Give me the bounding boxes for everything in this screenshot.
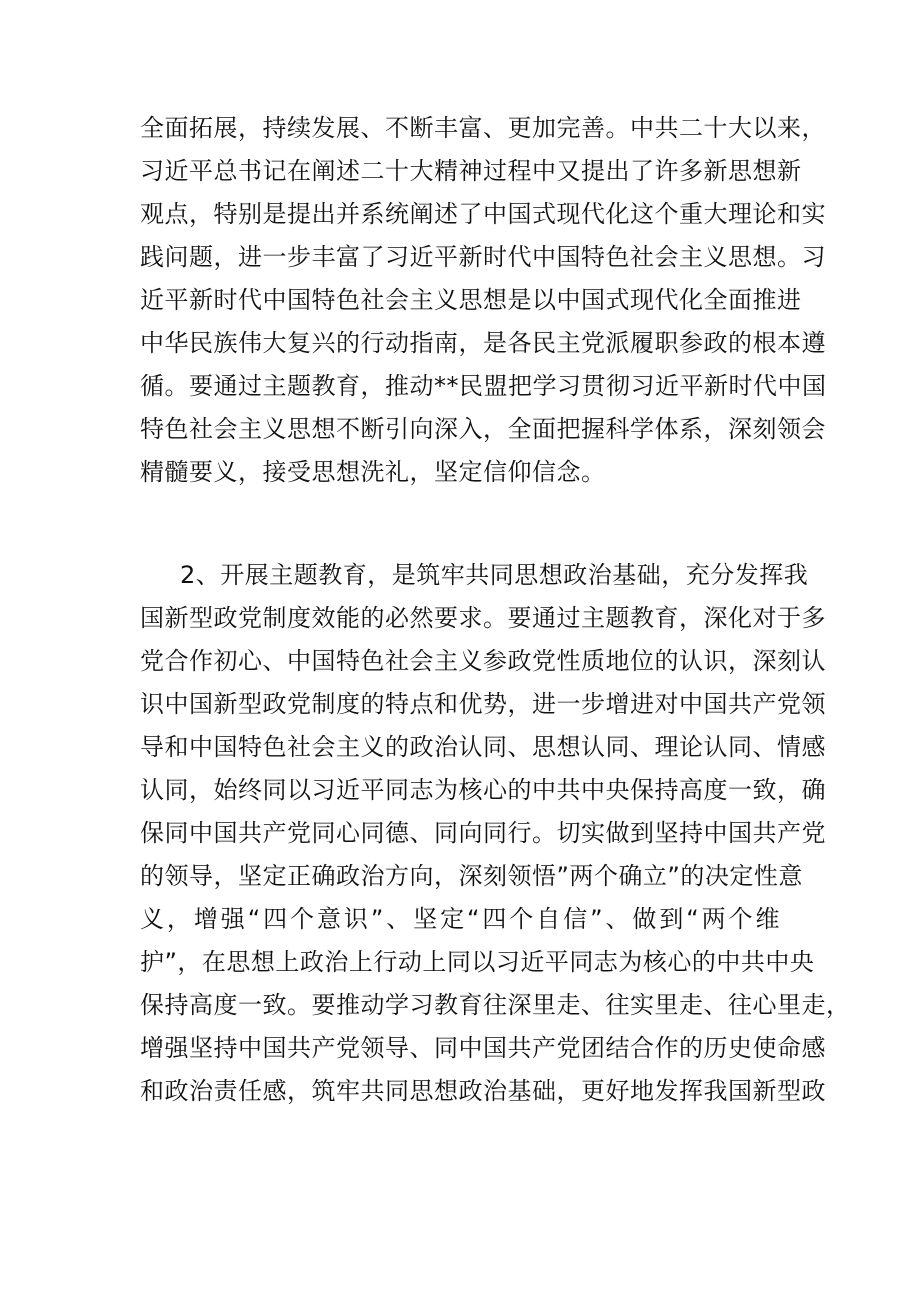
text-line: 践问题，进一步丰富了习近平新时代中国特色社会主义思想。习 (140, 243, 826, 271)
text-line: 增强坚持中国共产党领导、同中国共产党团结合作的历史使命感 (140, 1034, 826, 1062)
text-line: 护”，在思想上政治上行动上同以习近平同志为核心的中共中央 (140, 948, 815, 976)
paragraph-1 (140, 107, 827, 494)
text-line: 保同中国共产党同心同德、同向同行。切实做到坚持中国共产党 (140, 819, 826, 847)
text-line: 精髓要义，接受思想洗礼，坚定信仰信念。 (140, 458, 606, 486)
text-line: 导和中国特色社会主义的政治认同、思想认同、理论认同、情感 (140, 733, 826, 761)
text-line: 和政治责任感，筑牢共同思想政治基础，更好地发挥我国新型政 (140, 1077, 826, 1105)
text-line: 的领导，坚定正确政治方向，深刻领悟”两个确立”的决定性意 (140, 862, 803, 890)
text-line: 观点，特别是提出并系统阐述了中国式现代化这个重大理论和实 (140, 200, 826, 228)
text-line: 循。要通过主题教育，推动**民盟把学习贯彻习近平新时代中国 (140, 372, 827, 400)
paragraph-2 (140, 554, 851, 1113)
text-line: 全面拓展，持续发展、不断丰富、更加完善。中共二十大以来， (140, 114, 826, 142)
text-line: 义，增强“四个意识”、坚定“四个自信”、做到“两个维 (140, 905, 780, 933)
text-line: 保持高度一致。要推动学习教育往深里走、往实里走、往心里走， (140, 991, 851, 1019)
text-line: 中华民族伟大复兴的行动指南，是各民主党派履职参政的根本遵 (140, 329, 826, 357)
text-line: 特色社会主义思想不断引向深入，全面把握科学体系，深刻领会 (140, 415, 826, 443)
text-line: 习近平总书记在阐述二十大精神过程中又提出了许多新思想新 (140, 157, 802, 185)
text-line: 2、开展主题教育，是筑牢共同思想政治基础，充分发挥我 (180, 561, 809, 589)
text-line: 近平新时代中国特色社会主义思想是以中国式现代化全面推进 (140, 286, 802, 314)
text-line: 国新型政党制度效能的必然要求。要通过主题教育，深化对于多 (140, 604, 826, 632)
text-line: 认同，始终同以习近平同志为核心的中共中央保持高度一致，确 (140, 776, 826, 804)
text-line: 识中国新型政党制度的特点和优势，进一步增进对中国共产党领 (140, 690, 826, 718)
text-line: 党合作初心、中国特色社会主义参政党性质地位的认识，深刻认 (140, 647, 826, 675)
